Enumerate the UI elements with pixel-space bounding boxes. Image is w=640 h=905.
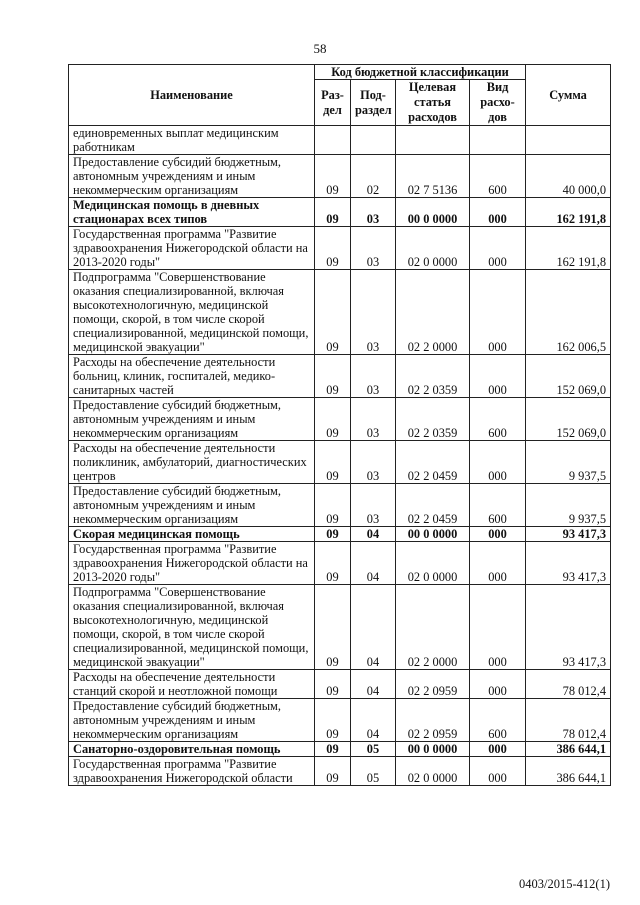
row-sum: 93 417,3 (526, 542, 611, 585)
table-row (69, 441, 611, 484)
row-type: 000 (470, 441, 526, 484)
header-subsection (351, 80, 396, 126)
row-subsection: 04 (351, 670, 396, 699)
table-row (69, 742, 611, 757)
row-sum: 152 069,0 (526, 355, 611, 398)
table-row (69, 155, 611, 198)
row-target: 02 0 0000 (396, 757, 470, 786)
row-sum: 78 012,4 (526, 699, 611, 742)
row-subsection: 05 (351, 757, 396, 786)
row-sum: 386 644,1 (526, 742, 611, 757)
table-row (69, 198, 611, 227)
row-subsection: 05 (351, 742, 396, 757)
row-name: Предоставление субсидий бюджетным, автономным учреждениям и иным некоммерческим организациям (69, 398, 315, 441)
header-target-text: Целевая статья расходов (408, 80, 457, 124)
row-section: 09 (315, 355, 351, 398)
row-target: 00 0 0000 (396, 527, 470, 542)
row-target: 02 7 5136 (396, 155, 470, 198)
row-target: 02 2 0459 (396, 484, 470, 527)
row-name: Медицинская помощь в дневных стационарах всех типов (69, 198, 315, 227)
row-sum: 9 937,5 (526, 484, 611, 527)
row-name: Подпрограмма "Совершенствование оказания специализированной, включая высокотехнологичную, медицинской помощи, скорой, в том числе скорой специализированной, медицинской помощи, медицинской эвакуации" (69, 585, 315, 670)
header-code-group: Код бюджетной классификации (315, 65, 526, 80)
row-type: 600 (470, 699, 526, 742)
row-name: Расходы на обеспечение деятельности больниц, клиник, госпиталей, медико-санитарных частей (69, 355, 315, 398)
row-sum: 152 069,0 (526, 398, 611, 441)
row-target: 00 0 0000 (396, 198, 470, 227)
row-target: 02 2 0000 (396, 270, 470, 355)
row-target: 02 0 0000 (396, 542, 470, 585)
budget-table (68, 64, 611, 786)
row-section: 09 (315, 398, 351, 441)
table-row (69, 355, 611, 398)
row-name: Расходы на обеспечение деятельности станций скорой и неотложной помощи (69, 670, 315, 699)
row-section: 09 (315, 198, 351, 227)
row-section: 09 (315, 757, 351, 786)
table-header (69, 65, 611, 126)
header-type-text: Вид расхо- дов (480, 80, 515, 124)
table-row (69, 398, 611, 441)
table-row (69, 484, 611, 527)
table-body (69, 126, 611, 786)
page-number: 58 (313, 41, 327, 56)
row-subsection: 03 (351, 484, 396, 527)
row-subsection: 04 (351, 699, 396, 742)
row-name: Предоставление субсидий бюджетным, автономным учреждениям и иным некоммерческим организациям (69, 155, 315, 198)
header-sum: Сумма (526, 65, 611, 126)
row-sum (526, 126, 611, 155)
row-type: 000 (470, 270, 526, 355)
row-target: 02 0 0000 (396, 227, 470, 270)
row-sum: 386 644,1 (526, 757, 611, 786)
row-sum: 162 006,5 (526, 270, 611, 355)
row-sum: 162 191,8 (526, 227, 611, 270)
row-subsection: 04 (351, 527, 396, 542)
row-type: 000 (470, 355, 526, 398)
row-target: 02 2 0359 (396, 398, 470, 441)
row-name: Государственная программа "Развитие здравоохранения Нижегородской области на 2013-2020 годы" (69, 542, 315, 585)
header-section (315, 80, 351, 126)
row-type: 600 (470, 155, 526, 198)
row-name: Государственная программа "Развитие здравоохранения Нижегородской области (69, 757, 315, 786)
row-section (315, 126, 351, 155)
row-type: 000 (470, 227, 526, 270)
row-section: 09 (315, 155, 351, 198)
document-id: 0403/2015-412(1) (519, 877, 610, 891)
row-type: 000 (470, 542, 526, 585)
row-section: 09 (315, 542, 351, 585)
row-type: 600 (470, 398, 526, 441)
row-section: 09 (315, 270, 351, 355)
table-row (69, 699, 611, 742)
row-sum: 9 937,5 (526, 441, 611, 484)
row-type: 000 (470, 527, 526, 542)
row-section: 09 (315, 227, 351, 270)
row-sum: 93 417,3 (526, 527, 611, 542)
row-type: 000 (470, 742, 526, 757)
row-name: Государственная программа "Развитие здравоохранения Нижегородской области на 2013-2020 годы" (69, 227, 315, 270)
row-name: Санаторно-оздоровительная помощь (69, 742, 315, 757)
table-row (69, 670, 611, 699)
row-section: 09 (315, 527, 351, 542)
row-name: Расходы на обеспечение деятельности поликлиник, амбулаторий, диагностических центров (69, 441, 315, 484)
row-section: 09 (315, 742, 351, 757)
row-name: единовременных выплат медицинским работникам (69, 126, 315, 155)
row-target: 00 0 0000 (396, 742, 470, 757)
row-subsection: 03 (351, 227, 396, 270)
row-type: 000 (470, 198, 526, 227)
header-target (396, 80, 470, 126)
row-name: Скорая медицинская помощь (69, 527, 315, 542)
row-section: 09 (315, 670, 351, 699)
row-target: 02 2 0459 (396, 441, 470, 484)
row-subsection: 03 (351, 198, 396, 227)
header-subsection-text: Под- раздел (355, 87, 392, 117)
row-subsection: 04 (351, 585, 396, 670)
table-row (69, 126, 611, 155)
row-name: Подпрограмма "Совершенствование оказания специализированной, включая высокотехнологичную, медицинской помощи, скорой, в том числе скорой специализированной, медицинской помощи, медицинской эвакуации" (69, 270, 315, 355)
table-row (69, 527, 611, 542)
row-subsection: 02 (351, 155, 396, 198)
row-subsection (351, 126, 396, 155)
row-section: 09 (315, 441, 351, 484)
row-section: 09 (315, 484, 351, 527)
row-section: 09 (315, 585, 351, 670)
row-type (470, 126, 526, 155)
row-subsection: 03 (351, 355, 396, 398)
row-name: Предоставление субсидий бюджетным, автономным учреждениям и иным некоммерческим организациям (69, 699, 315, 742)
row-subsection: 03 (351, 441, 396, 484)
row-type: 000 (470, 757, 526, 786)
table-row (69, 227, 611, 270)
row-type: 600 (470, 484, 526, 527)
row-type: 000 (470, 670, 526, 699)
table-row (69, 585, 611, 670)
header-name: Наименование (69, 65, 315, 126)
header-type (470, 80, 526, 126)
row-sum: 162 191,8 (526, 198, 611, 227)
row-subsection: 04 (351, 542, 396, 585)
row-subsection: 03 (351, 270, 396, 355)
table-row (69, 270, 611, 355)
row-target: 02 2 0959 (396, 670, 470, 699)
row-target (396, 126, 470, 155)
row-type: 000 (470, 585, 526, 670)
row-sum: 78 012,4 (526, 670, 611, 699)
row-target: 02 2 0359 (396, 355, 470, 398)
row-section: 09 (315, 699, 351, 742)
row-target: 02 2 0959 (396, 699, 470, 742)
table-row (69, 542, 611, 585)
row-sum: 40 000,0 (526, 155, 611, 198)
table-row (69, 757, 611, 786)
row-target: 02 2 0000 (396, 585, 470, 670)
row-sum: 93 417,3 (526, 585, 611, 670)
row-name: Предоставление субсидий бюджетным, автономным учреждениям и иным некоммерческим организациям (69, 484, 315, 527)
header-section-text: Раз- дел (321, 87, 344, 117)
row-subsection: 03 (351, 398, 396, 441)
